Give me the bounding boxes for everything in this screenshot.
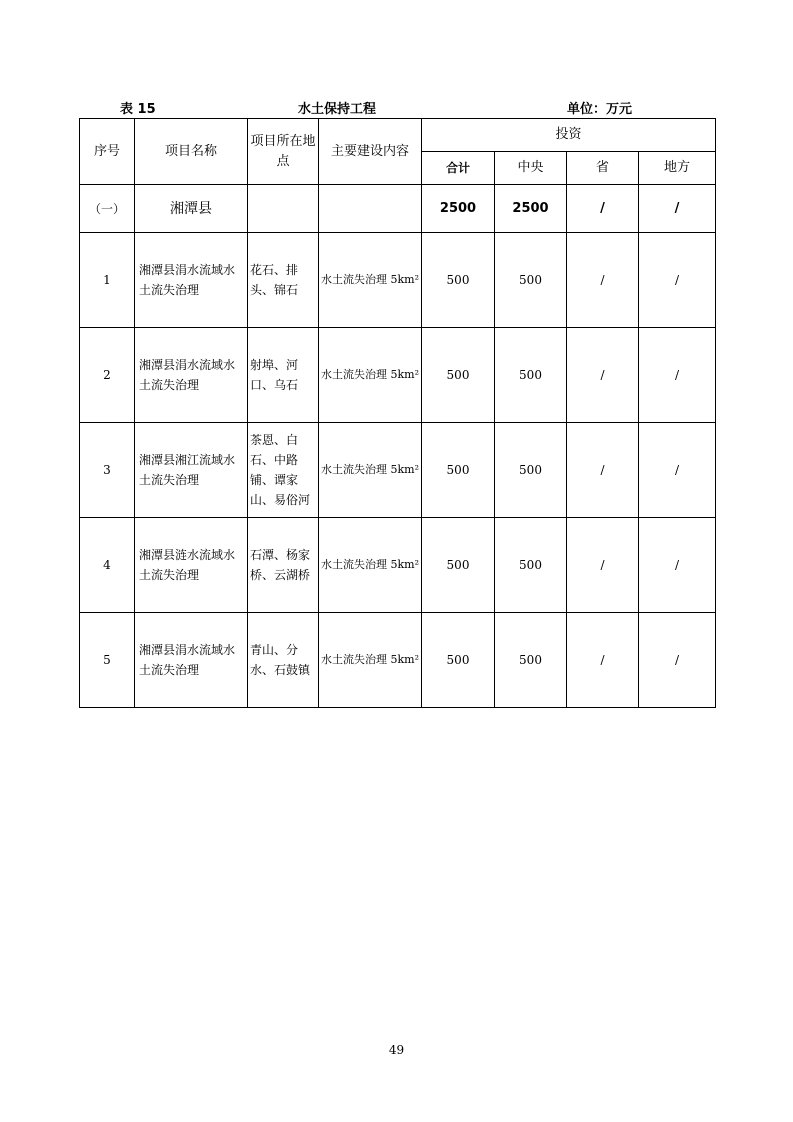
- group-content: [319, 185, 422, 233]
- row-content: 水土流失治理 5km²: [319, 233, 422, 328]
- table-title: 水土保持工程: [298, 102, 377, 117]
- row-seq: 4: [80, 518, 135, 613]
- header-seq: 序号: [80, 119, 135, 185]
- group-location: [248, 185, 319, 233]
- row-central: 500: [495, 328, 567, 423]
- group-seq: （一）: [80, 185, 135, 233]
- row-content: 水土流失治理 5km²: [319, 328, 422, 423]
- row-seq: 2: [80, 328, 135, 423]
- group-local: /: [639, 185, 716, 233]
- row-province: /: [567, 328, 639, 423]
- header-investment: 投资: [422, 119, 716, 152]
- header-name: 项目名称: [135, 119, 248, 185]
- row-province: /: [567, 423, 639, 518]
- page-number: 49: [388, 1043, 405, 1057]
- row-seq: 1: [80, 233, 135, 328]
- row-seq: 5: [80, 613, 135, 708]
- row-province: /: [567, 233, 639, 328]
- row-province: /: [567, 613, 639, 708]
- header-total: 合计: [422, 152, 495, 185]
- group-total: 2500: [422, 185, 495, 233]
- row-central: 500: [495, 423, 567, 518]
- row-province: /: [567, 518, 639, 613]
- header-province: 省: [567, 152, 639, 185]
- row-total: 500: [422, 518, 495, 613]
- row-local: /: [639, 518, 716, 613]
- row-total: 500: [422, 423, 495, 518]
- group-central: 2500: [495, 185, 567, 233]
- group-row: [80, 185, 716, 233]
- row-location: 花石、排头、锦石: [248, 233, 319, 328]
- table-row: [80, 518, 716, 613]
- row-content: 水土流失治理 5km²: [319, 518, 422, 613]
- row-local: /: [639, 613, 716, 708]
- row-central: 500: [495, 613, 567, 708]
- row-name: 湘潭县湘江流域水土流失治理: [135, 423, 248, 518]
- header-location: 项目所在地点: [248, 119, 319, 185]
- row-seq: 3: [80, 423, 135, 518]
- table-number: 表 15: [120, 102, 156, 117]
- row-location: 射埠、河口、乌石: [248, 328, 319, 423]
- table-row: [80, 613, 716, 708]
- row-central: 500: [495, 233, 567, 328]
- row-central: 500: [495, 518, 567, 613]
- table-row: [80, 328, 716, 423]
- row-local: /: [639, 233, 716, 328]
- header-local: 地方: [639, 152, 716, 185]
- row-name: 湘潭县涓水流域水土流失治理: [135, 233, 248, 328]
- row-name: 湘潭县涓水流域水土流失治理: [135, 613, 248, 708]
- group-name: 湘潭县: [135, 185, 248, 233]
- group-province: /: [567, 185, 639, 233]
- table-caption: [80, 98, 714, 116]
- row-location: 茶恩、白石、中路铺、谭家山、易俗河: [248, 423, 319, 518]
- row-local: /: [639, 328, 716, 423]
- row-location: 青山、分水、石鼓镇: [248, 613, 319, 708]
- row-local: /: [639, 423, 716, 518]
- row-name: 湘潭县涟水流域水土流失治理: [135, 518, 248, 613]
- unit-label: 单位：万元: [567, 102, 633, 117]
- header-central: 中央: [495, 152, 567, 185]
- row-content: 水土流失治理 5km²: [319, 423, 422, 518]
- header-content: 主要建设内容: [319, 119, 422, 185]
- header-row: [80, 119, 716, 152]
- row-location: 石潭、杨家桥、云湖桥: [248, 518, 319, 613]
- investment-table: [79, 118, 716, 708]
- row-total: 500: [422, 328, 495, 423]
- row-name: 湘潭县涓水流域水土流失治理: [135, 328, 248, 423]
- row-total: 500: [422, 613, 495, 708]
- table-row: [80, 233, 716, 328]
- row-total: 500: [422, 233, 495, 328]
- table-row: [80, 423, 716, 518]
- row-content: 水土流失治理 5km²: [319, 613, 422, 708]
